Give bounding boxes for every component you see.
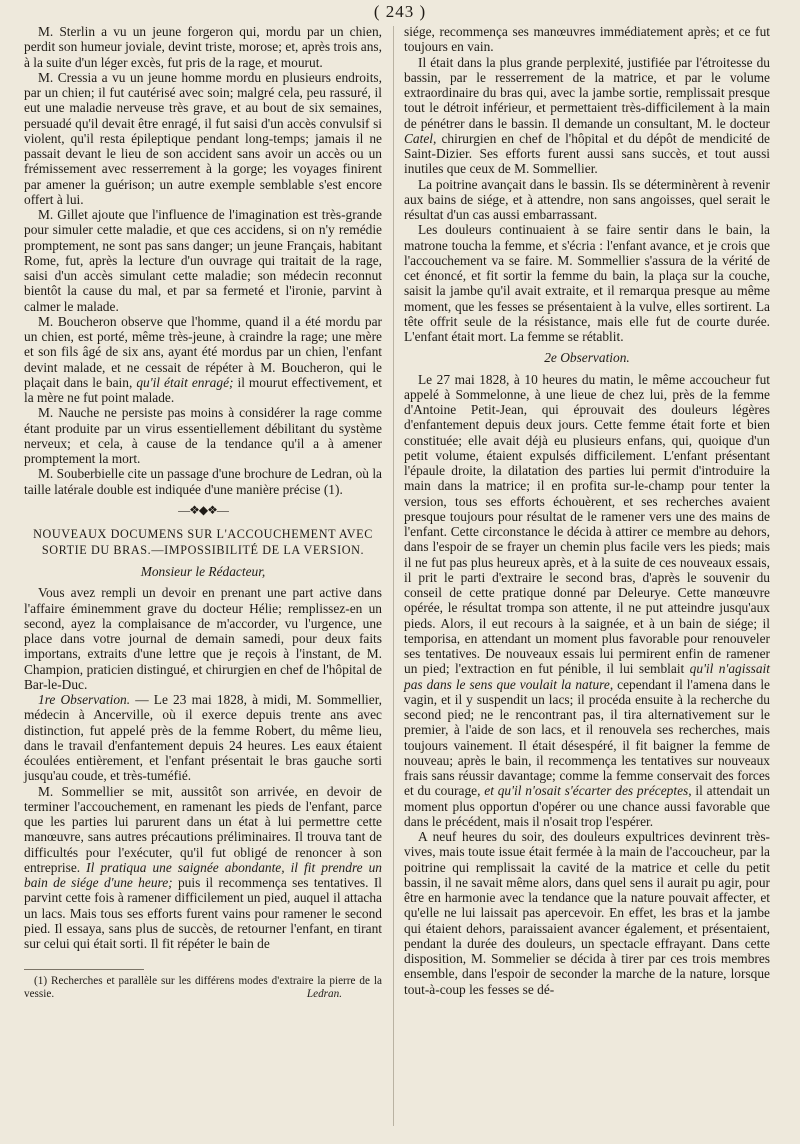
paragraph-sterlin: M. Sterlin a vu un jeune forgeron qui, mordu par un chien, perdit son humeur joviale, devint triste, morose; et, après trois ans, à la suite d'un léger excès, fut pris de la rage, et mourut. xyxy=(24,24,382,70)
italic-run: qu'il n'agissait pas dans le sens que voulait la nature xyxy=(404,661,770,692)
footnote-rule xyxy=(24,969,144,970)
left-column xyxy=(24,24,382,1000)
text-run: puis il recommença ses tentatives. Il parvint cette fois à ramener difficilement un pied, auquel il attacha un lacs. Mais tous ses efforts furent vains pour ramener le second pied. Il essaya, sans plus de succès, de retourner l'enfant, en tirant sur celui qui était sorti. Il fit répéter le bain de xyxy=(24,875,382,951)
paragraph-observation-1 xyxy=(24,692,382,784)
text-run: — Le 23 mai 1828, à midi, M. Sommellier, médecin à Ancerville, où il exerce depuis trente ans avec distinction, fut appelé près de la femme Robert, du même lieu, dans le travail d'enfantement depuis 24 heures. Les eaux étaient écoulées entièrement, et l'enfant présentait le bras gauche sorti jusqu'au coude, et très-tuméfié. xyxy=(24,692,382,784)
paragraph-observation-2 xyxy=(404,372,770,830)
text-run: , cependant il l'amena dans le vagin, et il y suspendit un lacs; il procéda ensuite à la recherche du second pied; ne le rencontrant pas, il tira alternativement sur le premier, à l'aide de son lacs, et il renouvela ses recherches, mais toujours vainement. Il était désespéré, il fit baigner la femme de nouveau; après le bain, il recommença les tentatives sur nouveaux frais sans réussir davantage; comme la femme conservait des forces et du courage, xyxy=(404,676,770,799)
paragraph-neuf-heures: A neuf heures du soir, des douleurs expultrices devinrent très-vives, mais toute issue était fermée à la main de l'accoucheur, par la poitrine qui remplissait la cavité de la matrice et celle du petit bassin, il ne savait même alors, dans quel sens il aurait pu agir, pour être en harmonie avec la tendance que la nature pouvait affecter, et qu'elle ne lui laissait pas apercevoir. En effet, les bras et la jambe qui étaient dehors, paraissaient avancer également, et présentaient, pendant la durée des douleurs, un spectacle effrayant. Dans cette disposition, M. Sommelier se décida à tirer par ces trois membres ensemble, dans l'espoir de seconder la marche de la nature, lorsque tout-à-coup les fesses se dé- xyxy=(404,829,770,997)
page-number: ( 243 ) xyxy=(373,2,427,21)
italic-run: Catel xyxy=(404,130,434,146)
footnote-author: Ledran. xyxy=(306,987,342,1000)
text-run: , il attendait un moment plus opportun d'opérer ou une chance aussi favorable que dans le précédent, mais il n'osait trop l'espérer. xyxy=(404,783,770,829)
section-ornament: —❖◆❖— xyxy=(178,502,228,517)
paragraph-douleurs: Les douleurs continuaient à se faire sentir dans le bain, la matrone toucha la femme, et s'écria : l'enfant avance, et je crois que l'accouchement va se faire. M. Sommellier s'assura de la vérité de cet énoncé, et fit sortir la femme du bain, la plaça sur la couche, saisit la jambe qu'il avait extraite, et il remarqua presque au même moment, que les fesses se présentaient à la vulve, elles sortirent. La tête offrit seule de la résistance, mais elle fut de courte durée. L'enfant était mort. La femme se rétablit. xyxy=(404,222,770,344)
paragraph-gillet: M. Gillet ajoute que l'influence de l'imagination est très-grande pour simuler cette maladie, et que ces accidens, si on n'y remédie promptement, ne sont pas sans danger; un jeune Français, habitant Rome, fut, après la lecture d'un ouvrage qui traitait de la rage, saisi d'un accès simulant cette maladie; son médecin reconnut bientôt la cause du mal, et par sa fermeté et l'ironie, parvint à calmer le malade. xyxy=(24,207,382,314)
paragraph-continuation: siége, recommença ses manœuvres immédiatement après; et ce fut toujours en vain. xyxy=(404,24,770,55)
paragraph-cressia: M. Cressia a vu un jeune homme mordu en plusieurs endroits, par un chien; il fut cautérisé avec soin; malgré cela, peu rassuré, il eut une maladie nerveuse très grave, et au bout de six semaines, persuadé qu'il devait être enragé, il fut saisi d'un accès convulsif si violent, qu'il resta épileptique pendant long-temps; jamais il ne passait devant le lieu de son accident sans avoir un accès ou un frémissement avec resserrement à la gorge; les voyages finirent par amener la guérison; un autre exemple semblable s'est encore offert à lui. xyxy=(24,69,382,207)
paragraph-boucheron xyxy=(24,314,382,406)
paragraph-poitrine: La poitrine avançait dans le bassin. Ils se déterminèrent à revenir aux bains de siége, et à attendre, non sans angoisses, quel serait le résultat d'un cas aussi embarrassant. xyxy=(404,176,770,222)
text-run: Le 27 mai 1828, à 10 heures du matin, le même accoucheur fut appelé à Sommelonne, à une lieue de chez lui, près de la femme d'Antoine Petit-Jean, qui éprouvait des douleurs légères d'enfantement depuis deux jours. Cette femme était forte et bien constituée; elle avait déjà eu plusieurs enfans, qui, quoique d'un petit volume, étaient expulsés difficilement. L'enfant présentant l'épaule droite, la dilatation des parties lui permit d'introduire la main dans la matrice; il en profita sur-le-champ pour tenter la version, tous ses efforts échouèrent, et ses recherches avaient presque toujours pour résultat de le ramener vers une des mains de l'enfant. Cette circonstance le décida à attirer ce membre au dehors, dans l'espoir de se frayer un chemin plus facile vers les pieds; mais il ne fut pas plus heureux après, et à la suite de ces nouveaux essais, il prit le parti d'extraire le second bras, d'après le souvenir du conseil de cette pratique donné par Deleurye. Cette manœuvre opérée, le résultat trompa son attente, il ne put atteindre jusqu'aux pieds. Alors, il eut recours à la saignée, et à un bain de siége; il temporisa, en attendant un moment plus favorable pour renouveler ses tentatives. De nouveaux essais lui permirent enfin de ramener un pied; l'extraction en fut pénible, il lui semblait xyxy=(404,371,770,677)
text-run: M. Sommellier se mit, aussitôt son arrivée, en devoir de terminer l'accouchement, en ramenant les pieds de l'enfant, parce que les parties lui parurent dans un état à lui permettre cette manœuvre, sans autres précautions préliminaires. Il trouva tant de difficultés pour l'exécuter, qu'il fut obligé de renoncer à son entreprise. xyxy=(24,783,382,875)
paragraph-sommellier xyxy=(24,784,382,952)
footnote xyxy=(24,975,382,1000)
paragraph-souberbielle: M. Souberbielle cite un passage d'une brochure de Ledran, où la taille latérale double est indiquée d'une manière précise (1). xyxy=(24,466,382,497)
text-run: Il était dans la plus grande perplexité, justifiée par l'étroitesse du bassin, par le resserrement de la matrice, et par le volume extraordinaire du bras qui, avec la jambe sortie, remplissait presque tout le détroit inférieur, et permettaient très-difficilement à la main de pénétrer dans le bassin. Il demande un consultant, M. le docteur xyxy=(404,54,770,131)
text-run: M. Boucheron observe que l'homme, quand il a été mordu par un chien, est porté, même très-jeune, à craindre la rage; une mère et son fils âgé de six ans, ayant été mordus par un chien, l'enfant devint malade, et ne cessait de répéter à M. Boucheron, qui le plaçait dans le bain, xyxy=(24,313,382,390)
paragraph-letter-intro: Vous avez rempli un devoir en prenant une part active dans l'affaire éminemment grave du docteur Hélie; remplissez-en un second, ayez la complaisance de m'accorder, vu l'urgence, une place dans votre journal de demain samedi, pour deux faits importans, extraits d'une lettre que je reçois à l'instant, de M. Champion, praticien distingué, et chirurgien en chef de l'hôpital de Bar-le-Duc. xyxy=(24,585,382,692)
paragraph-perplexity xyxy=(404,55,770,177)
italic-run: et qu'il n'osait s'écarter des préceptes xyxy=(484,783,689,799)
italic-run: qu'il était enragé; xyxy=(136,374,234,390)
text-run: , chirurgien en chef de l'hôpital et du dépôt de mendicité de Saint-Dizier. Ses efforts furent aussi sans succès, et tout aussi inutiles que ceux de M. Sommellier. xyxy=(404,130,770,177)
observation-2-title: 2e Observation. xyxy=(544,350,630,366)
text-run: il mourut effectivement, et la mère ne fut point malade. xyxy=(24,374,382,405)
observation-label: 1re Observation. xyxy=(38,692,131,707)
salutation: Monsieur le Rédacteur, xyxy=(140,564,266,579)
right-column xyxy=(404,24,770,997)
column-divider xyxy=(393,26,394,1126)
section-heading: NOUVEAUX DOCUMENS SUR L'ACCOUCHEMENT AVEC SORTIE DU BRAS.—IMPOSSIBILITÉ DE LA VERSION. xyxy=(33,527,373,557)
italic-run: Il pratiqua une saignée abondante, il fit prendre un bain de siége d'une heure; xyxy=(24,859,382,890)
paragraph-nauche: M. Nauche ne persiste pas moins à considérer la rage comme étant produite par un virus essentiellement débilitant du système nerveux; et cela, à cause de la tendance qu'il a à amener promptement la mort. xyxy=(24,405,382,466)
footnote-text: (1) Recherches et parallèle sur les différens modes d'extraire la pierre de la vessie. xyxy=(24,975,382,1000)
